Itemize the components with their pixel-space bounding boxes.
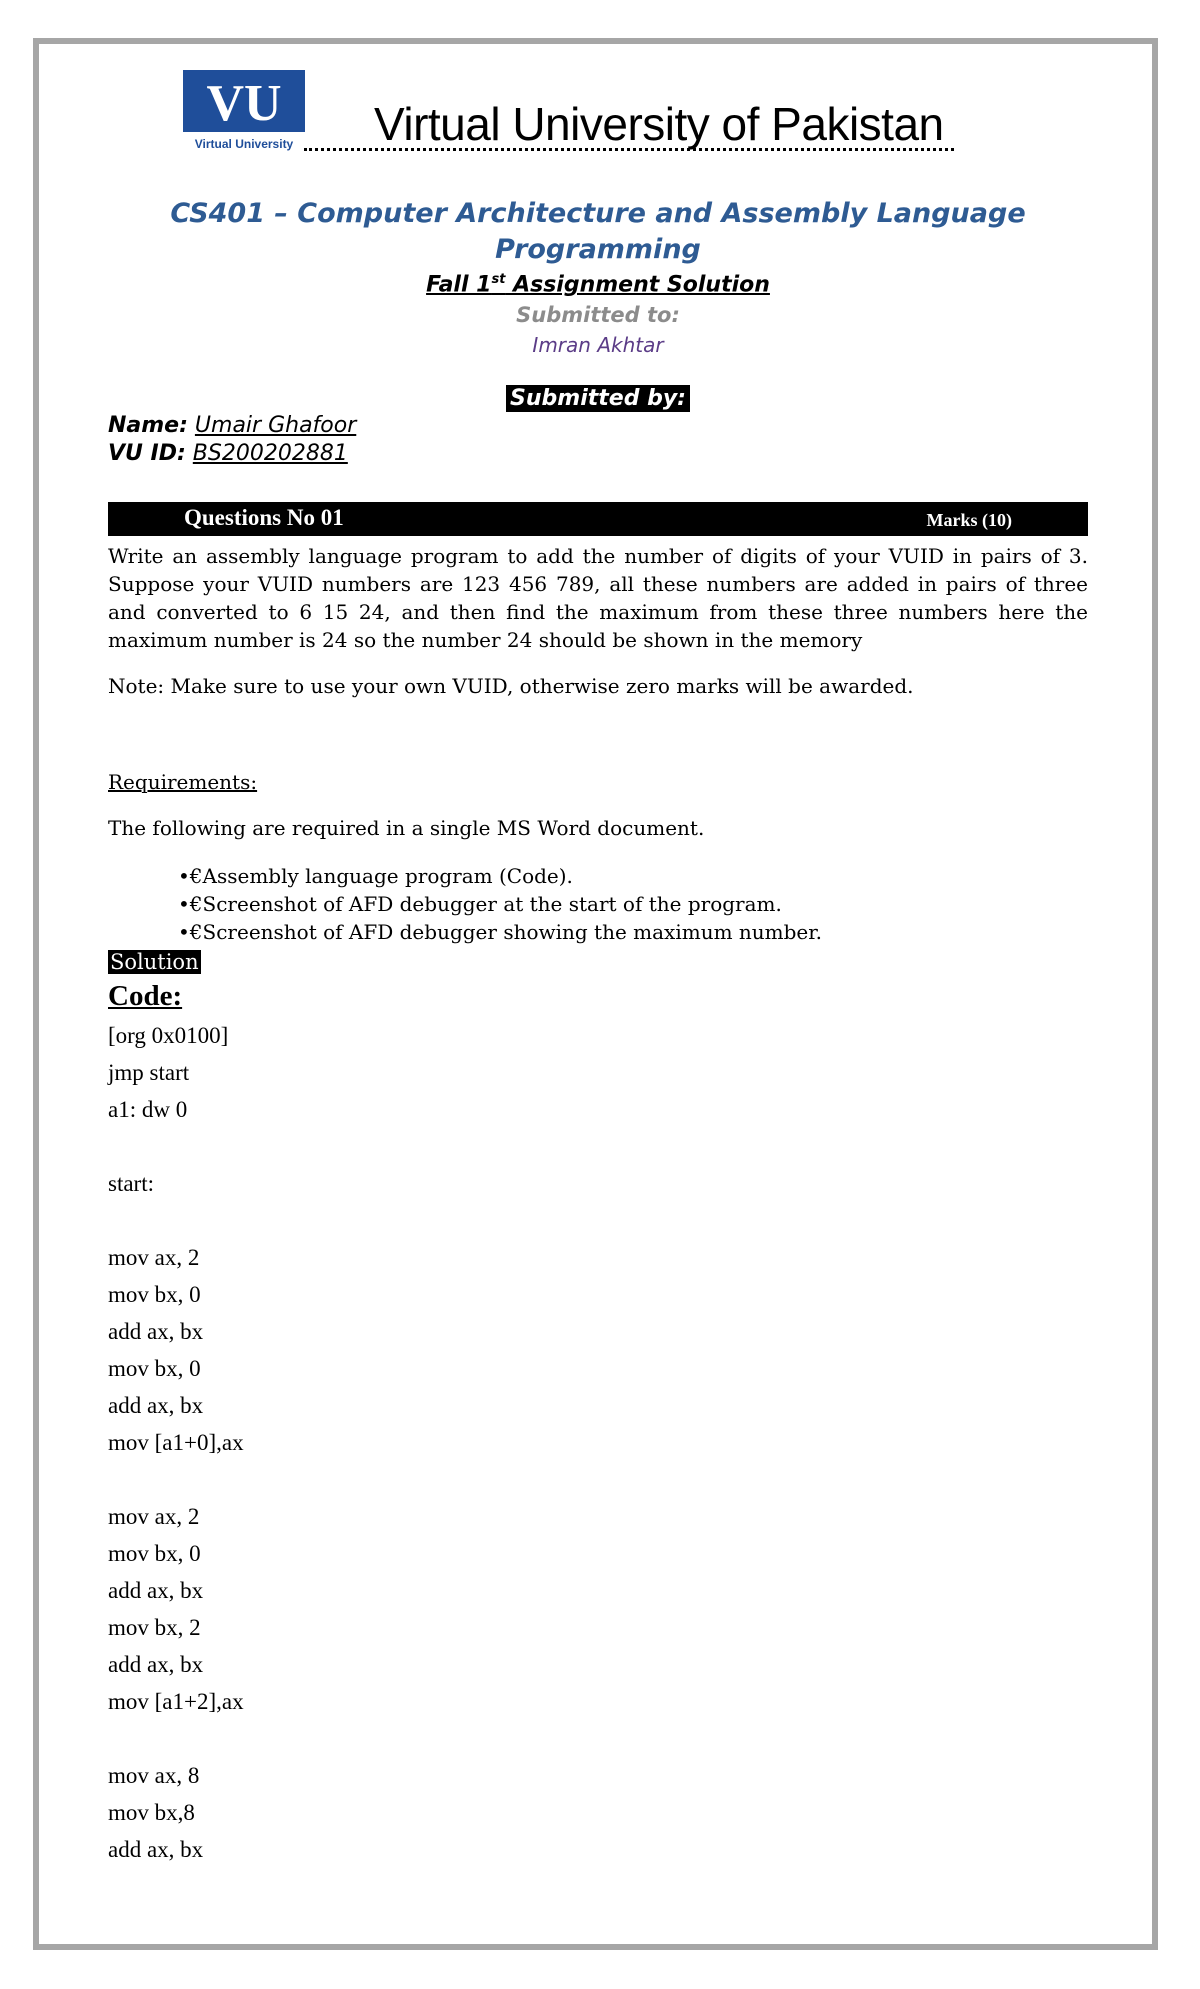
subtitle-sup: st (491, 272, 506, 287)
student-id: BS200202881 (192, 441, 348, 467)
code-line: add ax, bx (108, 1652, 204, 1678)
logo-caption: Virtual University (194, 137, 294, 151)
question-note: Note: Make sure to use your own VUID, otherwise zero marks will be awarded. (108, 674, 914, 699)
code-line: mov bx,8 (108, 1800, 195, 1826)
question-title: Questions No 01 (184, 505, 344, 531)
code-line: mov ax, 8 (108, 1763, 200, 1789)
code-line: add ax, bx (108, 1837, 204, 1863)
subtitle-post: Assignment Solution (505, 272, 770, 298)
list-item: •€Assembly language program (Code). (178, 864, 573, 889)
code-line: jmp start (108, 1060, 190, 1086)
code-line: mov bx, 0 (108, 1282, 201, 1308)
course-title: CS401 – Computer Architecture and Assembly Language Programming (170, 198, 1026, 265)
submitted-to-label: Submitted to: (516, 303, 680, 328)
requirements-list (178, 862, 1088, 946)
code-block (108, 1017, 1088, 1868)
code-line: add ax, bx (108, 1393, 204, 1419)
question-text: Write an assembly language program to add the number of digits of your VUID in pairs of 3. Suppose your VUID numbers are 123 456 789, all these numbers are added in pairs of three and converted to 6 15 24, and then find the maximum from these three numbers here the maximum number is 24 so the number 24 should be shown in the memory (108, 544, 1088, 653)
code-line: mov bx, 0 (108, 1541, 201, 1567)
code-line: [org 0x0100] (108, 1023, 229, 1049)
document-header (108, 70, 1088, 166)
document-content (108, 70, 1088, 1868)
code-line: mov ax, 2 (108, 1504, 200, 1530)
instructor-name: Imran Akhtar (532, 333, 664, 358)
solution-label: Solution (110, 950, 199, 975)
code-line: mov ax, 2 (108, 1245, 200, 1271)
assignment-subtitle (108, 272, 1088, 297)
code-line: start: (108, 1171, 154, 1197)
code-line: mov bx, 0 (108, 1356, 201, 1382)
university-name: Virtual University of Pakistan (304, 100, 954, 151)
requirements-heading: Requirements: (108, 770, 258, 795)
student-id-line (108, 440, 1088, 468)
submitted-by-label: Submitted by: (506, 385, 690, 412)
student-name: Umair Ghafoor (194, 413, 357, 439)
list-item: •€Screenshot of AFD debugger showing the maximum number. (178, 920, 822, 945)
code-line (108, 1128, 1088, 1165)
code-line (108, 1202, 1088, 1239)
code-line: mov [a1+2],ax (108, 1689, 244, 1715)
code-line (108, 1461, 1088, 1498)
logo-text: VU (206, 75, 282, 132)
question-marks: Marks (10) (926, 510, 1012, 531)
code-line: mov [a1+0],ax (108, 1430, 244, 1456)
code-line: mov bx, 2 (108, 1615, 201, 1641)
student-name-line (108, 412, 1088, 440)
code-line: add ax, bx (108, 1578, 204, 1604)
code-line (108, 1720, 1088, 1757)
id-label: VU ID: (108, 441, 186, 467)
submitted-by-wrap (108, 385, 1088, 412)
code-line: add ax, bx (108, 1319, 204, 1345)
code-line: a1: dw 0 (108, 1097, 188, 1123)
list-item: •€Screenshot of AFD debugger at the start of the program. (178, 892, 782, 917)
vu-logo (183, 70, 305, 152)
code-heading: Code: (108, 980, 183, 1013)
subtitle-pre: Fall 1 (426, 272, 492, 298)
question-bar (108, 502, 1088, 536)
requirements-intro: The following are required in a single MS Word document. (108, 816, 705, 841)
name-label: Name: (108, 413, 188, 439)
